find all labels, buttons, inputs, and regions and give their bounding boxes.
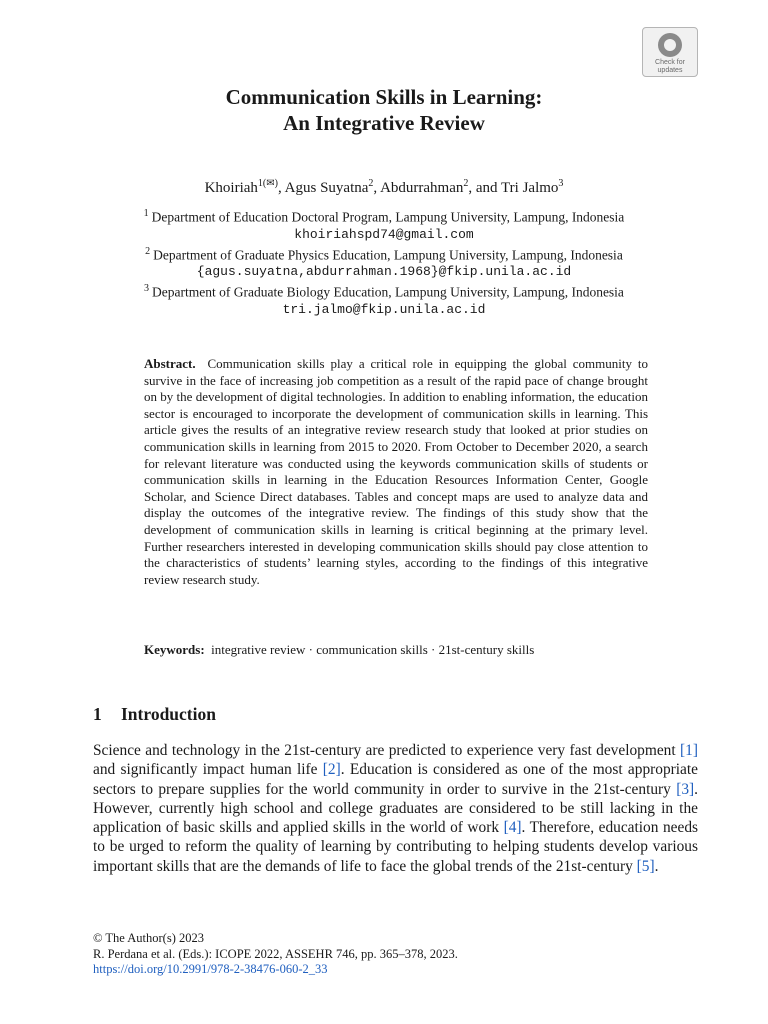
section-heading — [93, 703, 216, 725]
badge-line2: updates — [657, 67, 683, 74]
citation-4-link[interactable]: [4] — [503, 819, 522, 837]
affiliation-3-email[interactable]: tri.jalmo@fkip.unila.ac.id — [282, 301, 486, 317]
doi-link[interactable]: https://doi.org/10.2991/978-2-38476-060-2_33 — [93, 962, 328, 976]
keywords-text: integrative review · communication skills · 21st-century skills — [211, 642, 535, 657]
affiliations — [0, 205, 768, 318]
citation-5-link[interactable]: [5] — [636, 857, 655, 875]
affiliation-2: $^2$ Department of Graduate Physics Education, Lampung University, Lampung, Indonesia — [145, 245, 623, 262]
keywords-label: Keywords: — [144, 642, 205, 657]
author-2-sup: 2 — [368, 178, 374, 189]
author-2: , Agus Suyatna — [277, 180, 369, 196]
title-line1: Communication Skills in Learning: — [225, 85, 543, 109]
title-line2: An Integrative Review — [283, 111, 485, 135]
author-list — [0, 174, 768, 198]
check-for-updates-badge[interactable] — [642, 27, 698, 77]
affiliation-1-email[interactable]: khoiriahspd74@gmail.com — [294, 226, 474, 242]
keywords — [144, 641, 648, 658]
author-4-sup: 3 — [558, 178, 564, 189]
affiliation-3: $^3$ Department of Graduate Biology Education, Lampung University, Lampung, Indonesia — [144, 283, 624, 300]
affiliation-2-email[interactable]: {agus.suyatna,abdurrahman.1968}@fkip.unila.ac.id — [196, 264, 572, 279]
citation-1-link[interactable]: [1] — [680, 742, 698, 759]
author-1-sup: 1(✉) — [257, 178, 278, 189]
footer — [93, 931, 698, 978]
crossmark-icon — [658, 33, 682, 57]
envelope-icon[interactable]: ✉ — [266, 178, 275, 189]
citation-info: R. Perdana et al. (Eds.): ICOPE 2022, ASSEHR 746, pp. 365–378, 2023. — [93, 946, 458, 961]
paper-title — [0, 84, 768, 136]
section-title: Introduction — [121, 704, 216, 724]
citation-3-link[interactable]: [3] — [676, 780, 695, 798]
affiliation-1: $^1$ Department of Education Doctoral Program, Lampung University, Lampung, Indonesia — [143, 208, 625, 225]
author-4: , and Tri Jalmo — [468, 180, 559, 196]
abstract — [144, 356, 648, 588]
abstract-text: Communication skills play a critical role in equipping the global community to survive in the face of increasing job competition as a result of the rapid pace of change brought on by the development of digital technologies. In addition to enabling information, the education sector is encouraged to incorporate the development of communication skills in learning. This article gives the results of an integrative review research study that looked at prior studies on communication skills in learning from 2015 to 2020. From October to December 2020, a search for relevant literature was conducted using the keywords communication skills of students or communication skills in learning in the Education Resources Information Center, Google Scholar, and Science Direct databases. Tables and concept maps are used to analyze data and display the outcomes of the integrative review. The findings of this study show that the development of communication skills in learning is critical beginning at the primary level. Further researchers interested in developing communication skills should pay close attention to the characteristics of students’ learning styles, according to the findings of this integrative review research study. — [144, 356, 648, 587]
citation-2-link[interactable]: [2] — [322, 761, 341, 779]
author-3: , Abdurrahman — [373, 180, 464, 196]
introduction-paragraph: Science and technology in the 21st-century are predicted to experience very fast development [1] and significantly impact human life [2]. Education is considered as one of the most appropriate sectors to prepare supplies for the world community in order to survive in the 21st-century [3]. However, currently high school and college graduates are considered to be still lacking in the application of basic skills and applied skills in the world of work [4]. Therefore, education needs to be urged to reform the quality of learning by contributing to helping students develop various important skills that are the demands of life to face the global trends of the 21st-century [5]. — [93, 742, 698, 875]
author-1: Khoiriah — [204, 180, 258, 196]
badge-line1: Check for — [655, 59, 685, 66]
copyright-notice: © The Author(s) 2023 — [93, 931, 204, 945]
section-number: 1 — [93, 704, 102, 724]
abstract-label: Abstract. — [144, 356, 196, 371]
author-3-sup: 2 — [463, 178, 469, 189]
